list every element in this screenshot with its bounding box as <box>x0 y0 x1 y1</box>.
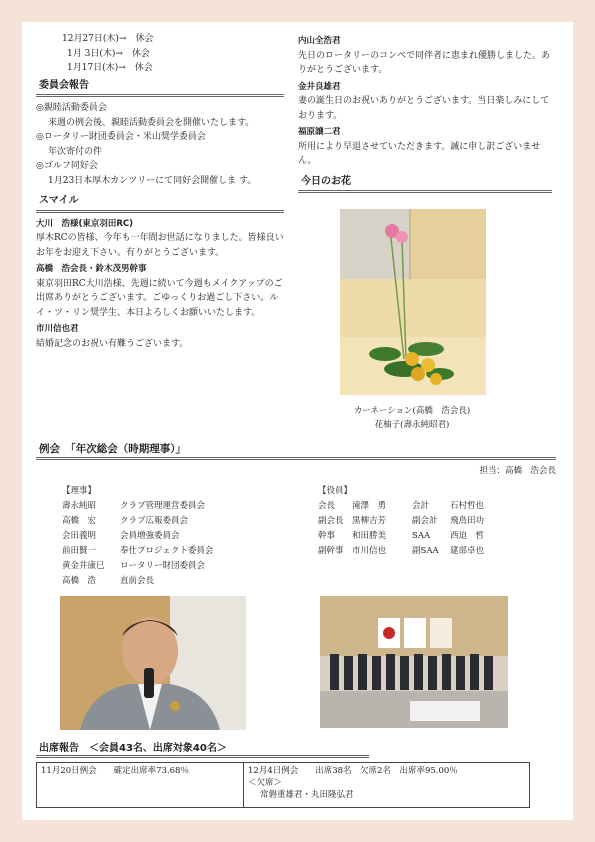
attendance-right: 12月4日例会 出席38名 欠席2名 出席率95.00％ ＜欠席＞ 常磐重雄君・丸田隆弘君 <box>244 763 530 808</box>
flower-photo <box>340 209 486 395</box>
board-row: 会田義明 会員増強委員会 <box>62 531 180 541</box>
smile-text: 先日のロータリーのコンペで同伴者に恵まれ優勝しました。ありがとうございます。 <box>298 50 551 75</box>
schedule-list <box>36 32 284 76</box>
smile-text: 厚木RCの皆様、今年も一年間お世話になりました。皆様良いお年をお迎え下さい。有りがとうございます。 <box>36 233 284 258</box>
page-sheet <box>22 22 573 820</box>
smile-text: 東京羽田RC大川浩様、先週に続いて今週もメイクアップのご出席ありがとうございます。ごゆっくりお過ごし下さい。ルイ・ツ・リン奨学生、本日よろしくお願いいたします。 <box>36 278 283 318</box>
board-row: 前田賢一 奉仕プロジェクト委員会 <box>62 546 214 556</box>
meeting-section <box>36 438 556 476</box>
left-column <box>36 32 284 353</box>
speaker-photo <box>60 596 246 730</box>
attendance-heading: 出席報告 ＜会員43名、出席対象40名＞ <box>36 739 369 758</box>
attendance-section <box>36 736 556 808</box>
board-row: 高橋 宏 クラブ広報委員会 <box>62 516 189 526</box>
board-row: 壽永純昭 クラブ管理運営委員会 <box>62 501 206 511</box>
smile-name: 福原譲二君 <box>298 127 341 137</box>
meeting-heading: 例会 「年次総会（時期理事）」 <box>36 441 556 460</box>
flowers-heading: 今日のお花 <box>298 175 552 194</box>
board-list: 【理事】 壽永純昭 クラブ管理運営委員会 高橋 宏 クラブ広報委員会 会田義明 会員増強委員会 前田賢一 奉仕プロジェクト委員会 黄金井康巳 ロータリー財団委員会 高橋 浩 直前会長 <box>62 484 282 589</box>
smile-name: 内山全浩君 <box>298 36 341 46</box>
smile-text: 所用により早退させていただきます。誠に申し訳ございません。 <box>298 141 541 166</box>
right-column <box>298 32 552 197</box>
committee-heading: 委員会報告 <box>36 79 284 98</box>
board-row: 高橋 浩 直前会長 <box>62 576 155 586</box>
attendance-left: 11月20日例会 確定出席率73.68％ <box>37 763 244 808</box>
attendance-table <box>36 762 530 808</box>
smile-text: 結婚記念のお祝い有難うございます。 <box>36 338 189 349</box>
smile-name: 高橋 浩会長・鈴木茂男幹事 <box>36 264 147 274</box>
smile-text: 妻の誕生日のお祝いありがとうございます。当日楽しみにしております。 <box>298 96 550 121</box>
meeting-charge: 担当：高橋 浩会長 <box>479 466 556 476</box>
smile-name: 市川信也君 <box>36 324 79 334</box>
board-row: 黄金井康巳 ロータリー財団委員会 <box>62 561 206 571</box>
committee-item: ◎親睦活動委員会 来週の例会後、親睦活動委員会を開催いたします。 ◎ロータリー財団委員会・米山奨学委員会 年次寄付の件 ◎ゴルフ同好会 1月23日本厚木カンツリーにて同好会開催しま す。 <box>36 103 257 186</box>
officer-row: 副会長 黒柳吉芳 副会計 飛鳥田功 <box>318 516 485 526</box>
schedule-row: 1月17日(木)→ 休会 <box>67 63 153 73</box>
schedule-row: 12月27日(木)→ 休会 <box>62 34 154 44</box>
smile-name: 金井良雄君 <box>298 81 341 92</box>
smile-heading: スマイル <box>36 194 284 213</box>
schedule-row: 1月 3日(木)→ 休会 <box>67 48 150 59</box>
flower-caption: カーネーション(高橋 浩会長) 花柚子(壽永純昭君) <box>353 406 471 430</box>
smile-name: 大川 浩様(東京羽田RC) <box>36 218 134 229</box>
officer-row: 会長 滝澤 勇 会計 石村哲也 <box>318 501 485 511</box>
officer-row: 副幹事 市川信也 副SAA 建部卓也 <box>318 546 485 556</box>
officer-list: 【役員】 会長 滝澤 勇 会計 石村哲也 副会長 黒柳吉芳 副会計 飛鳥田功 幹事 和田勝美 SAA 西迫 哲 副幹事 市川信也 副SAA 建部卓也 <box>318 484 558 559</box>
officer-row: 幹事 和田勝美 SAA 西迫 哲 <box>318 531 485 541</box>
group-photo <box>320 596 508 728</box>
